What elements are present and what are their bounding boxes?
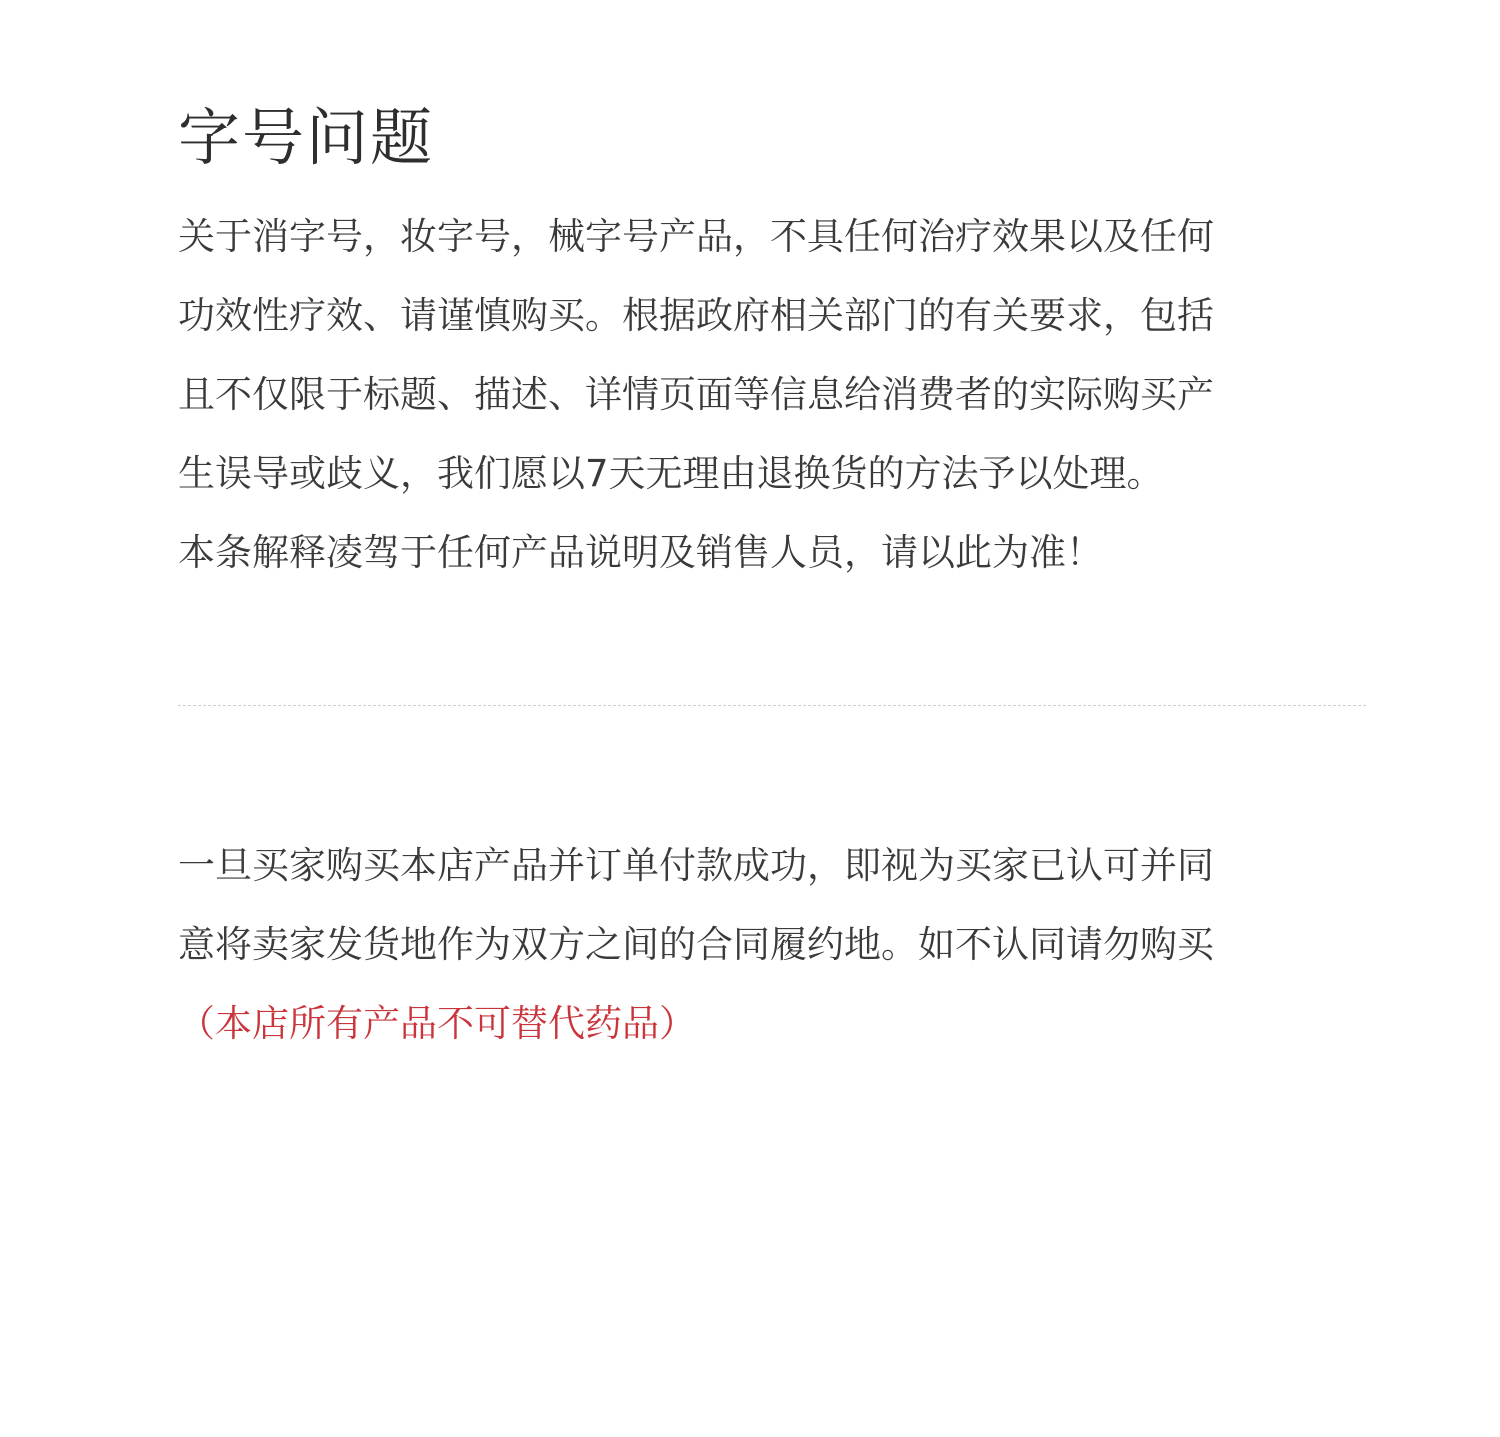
contract-line: 一旦买家购买本店产品并订单付款成功，即视为买家已认可并同 <box>178 844 1214 887</box>
disclaimer-line: 本条解释凌驾于任何产品说明及销售人员，请以此为准！ <box>178 531 1103 574</box>
disclaimer-line: 且不仅限于标题、描述、详情页面等信息给消费者的实际购买产 <box>178 373 1214 416</box>
disclaimer-line: 功效性疗效、请谨慎购买。根据政府相关部门的有关要求，包括 <box>178 294 1214 337</box>
not-a-medicine-notice: （本店所有产品不可替代药品） <box>178 1002 696 1045</box>
dashed-divider <box>178 705 1366 706</box>
contract-text <box>178 826 1348 1063</box>
disclaimer-text <box>178 197 1348 592</box>
disclaimer-line: 关于消字号，妆字号，械字号产品，不具任何治疗效果以及任何 <box>178 215 1214 258</box>
disclaimer-line: 生误导或歧义，我们愿以7天无理由退换货的方法予以处理。 <box>178 452 1164 495</box>
page-title: 字号问题 <box>178 101 435 174</box>
contract-line: 意将卖家发货地作为双方之间的合同履约地。如不认同请勿购买 <box>178 923 1214 966</box>
